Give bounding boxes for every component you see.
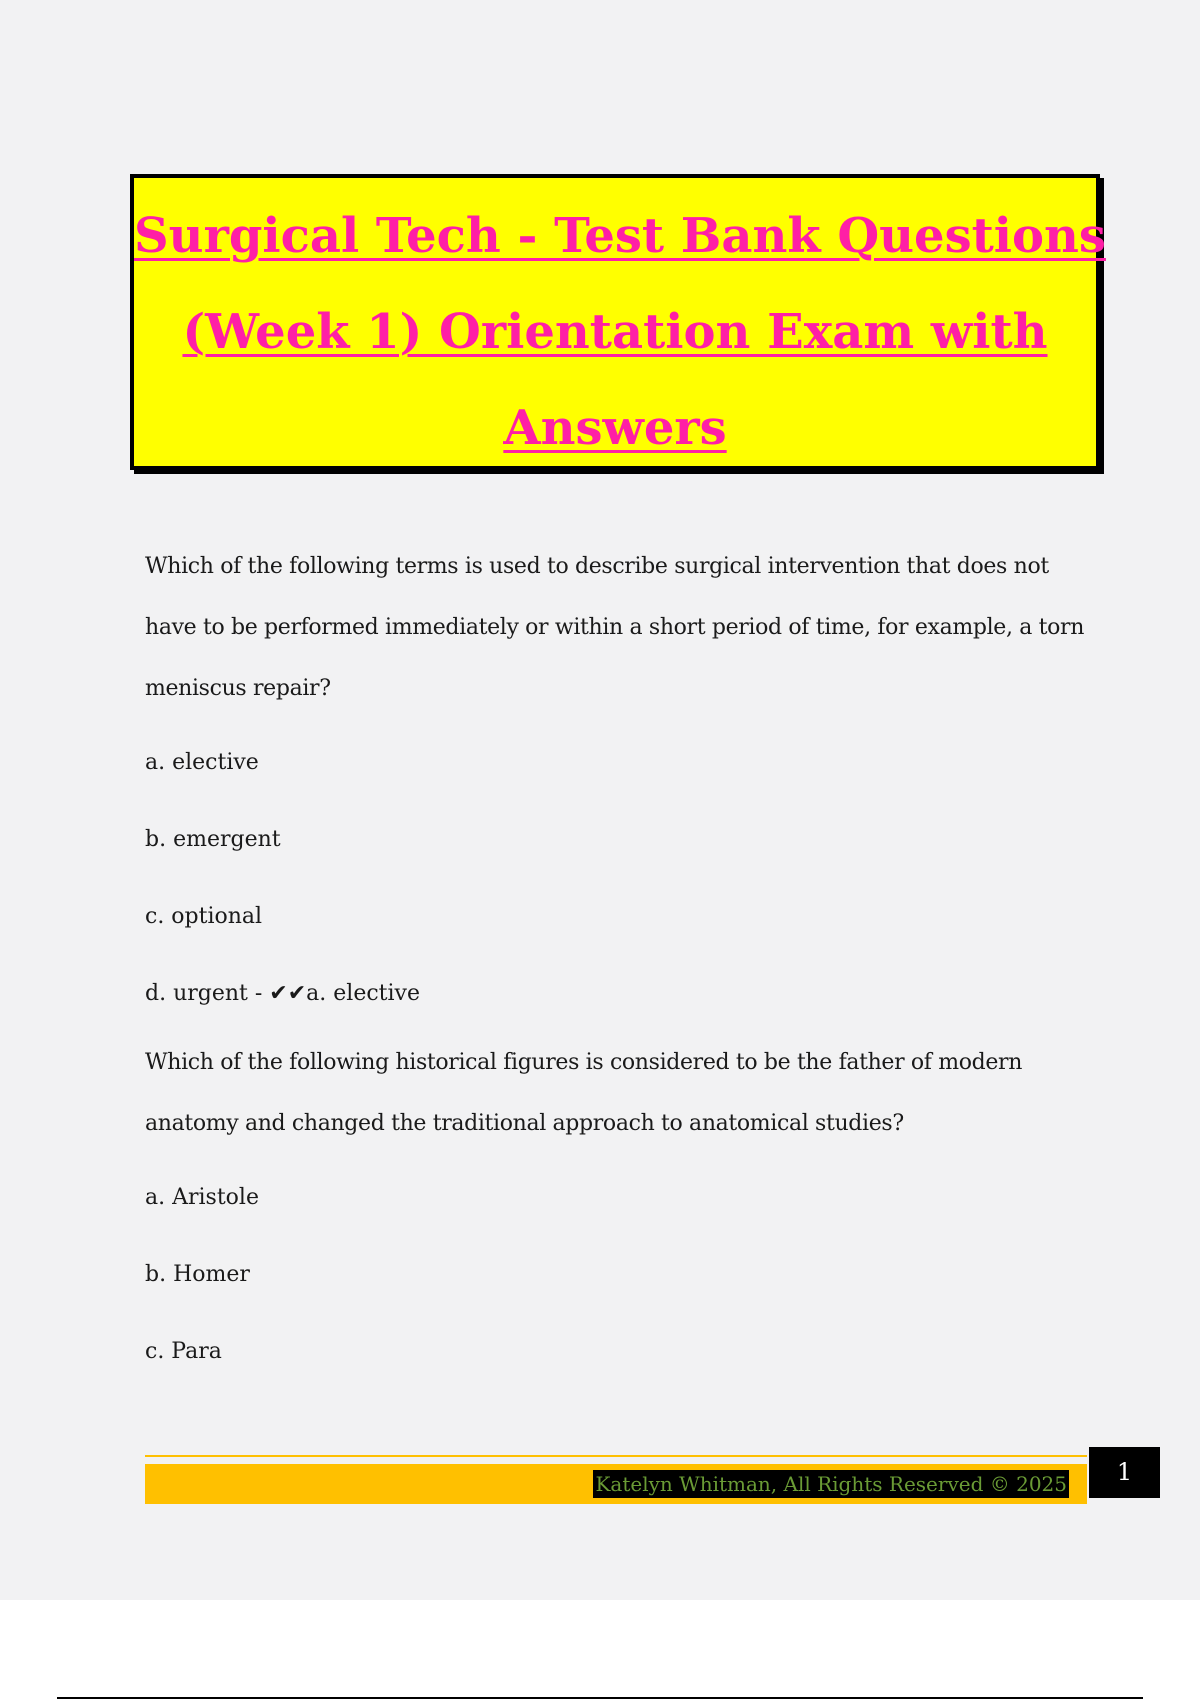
footer-copyright: Katelyn Whitman, All Rights Reserved © 2025: [595, 1472, 1067, 1496]
title-text-1: Surgical Tech - Test Bank Questions: [134, 208, 1106, 264]
title-box: [130, 174, 1106, 470]
question-2-text: Which of the following historical figures is considered to be the father of modern anatomy and changed the traditional approach to anatomical studies?: [145, 1050, 1023, 1136]
question-1-option-c: c. optional: [145, 904, 263, 929]
page-number: 1: [1089, 1447, 1160, 1498]
title-line-2: [134, 284, 1096, 380]
title-text-2: (Week 1) Orientation Exam with: [182, 304, 1048, 360]
question-2-option-b: b. Homer: [145, 1262, 250, 1287]
footer-bar: [145, 1464, 1087, 1504]
question-content: [145, 536, 1085, 1390]
question-1-option-a: a. elective: [145, 750, 259, 775]
bottom-divider: [57, 1697, 1143, 1699]
question-2-option-c: c. Para: [145, 1339, 222, 1364]
title-text-3: Answers: [503, 400, 727, 456]
footer-divider: [145, 1455, 1087, 1457]
title-line-1: [134, 188, 1106, 284]
question-2-option-a: a. Aristole: [145, 1185, 259, 1210]
title-line-3: [134, 380, 1096, 476]
question-1-option-d-answer: d. urgent - ✔✔a. elective: [145, 981, 420, 1006]
question-1-text: Which of the following terms is used to describe surgical intervention that does not have to be performed immediately or within a short period of time, for example, a torn meniscus repair?: [145, 554, 1085, 701]
question-1-option-b: b. emergent: [145, 827, 281, 852]
